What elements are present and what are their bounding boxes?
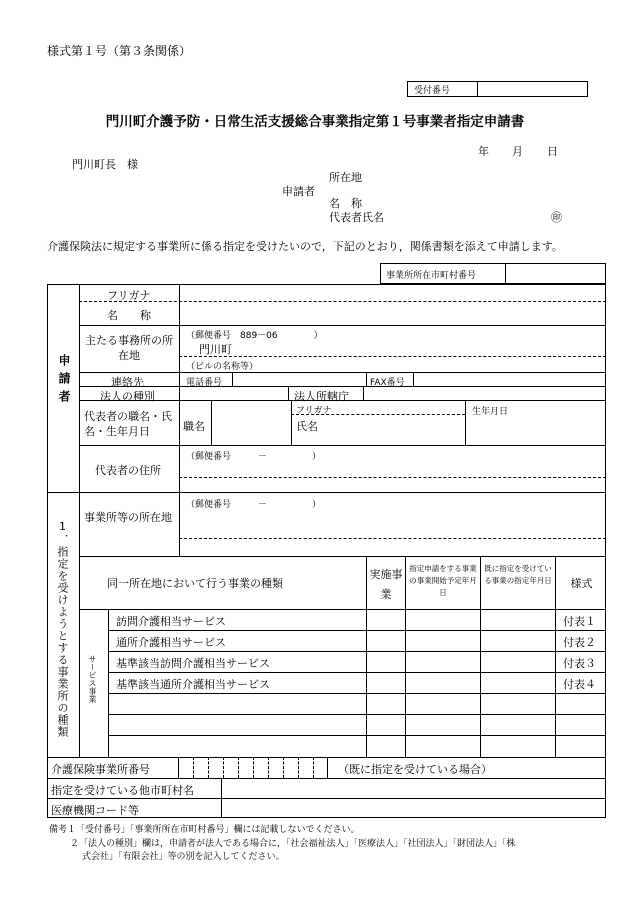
form-number: 様式第１号（第３条関係） [47,44,192,58]
service-form-3: 付表３ [563,657,596,670]
intro-text: 介護保険法に規定する事業所に係る指定を受けたいので，下記のとおり，関係書類を添えて申請します。 [47,240,563,253]
other-municipality-label: 指定を受けている他市町村名 [51,784,194,797]
note-2: ２「法人の種別」欄は，申請者が法人である場合に，「社会福祉法人」「医療法人」「社団法人」「財団法人」「株 [70,839,516,849]
same-location-label: 同一所在地において行う事業の種類 [107,577,283,590]
date-day: 日 [547,145,558,158]
office-location-label: 事業所等の所在地 [84,511,172,524]
service-form-2: 付表２ [563,636,596,649]
service-row-1: 訪問介護相当サービス [116,615,226,628]
service-row-2: 通所介護相当サービス [116,636,226,649]
insurance-number-label: 介護保険事業所番号 [51,763,150,776]
representative-label: 代表者の職名・氏名・生年月日 [84,410,172,438]
service-form-4: 付表４ [563,678,596,691]
office-location-postal: （郵便番号 － ） [186,500,322,510]
contact-label: 連絡先 [111,376,144,389]
main-table [47,284,606,818]
applicant-address-label: 所在地 [329,171,362,184]
furigana-label: フリガナ [107,289,151,302]
col-implement: 実施事業 [369,568,403,601]
date-month: 月 [512,145,523,158]
document-title: 門川町介護予防・日常生活支援総合事業指定第１号事業者指定申請書 [105,114,525,130]
main-office-building: （ビルの名称等） [186,362,259,372]
applicant-representative-label: 代表者氏名 [329,211,384,224]
main-office-postal: （郵便番号 889－06 ） [186,331,323,341]
medical-code-label: 医療機関コード等 [51,804,139,817]
service-row-4: 基準該当通所介護相当サービス [116,678,270,691]
applicant-label: 申請者 [282,185,315,198]
tel-label: 電話番号 [186,378,223,388]
already-designated-note: （既に指定を受けている場合） [338,763,492,776]
col-form: 様式 [570,577,593,590]
rep-name-label: 氏名 [296,420,318,433]
rep-furigana-label: フリガナ [296,406,332,416]
seal-mark: ㊞ [551,211,562,224]
applicant-name-label: 名 称 [329,197,362,210]
fax-label: FAX番号 [370,378,405,388]
col-existing-date: 既に指定を受けている事業の指定年月日 [484,564,552,585]
office-municipality-number-label: 事業所所在市町村番号 [386,271,477,281]
corporation-type-label: 法人の種別 [100,390,155,403]
rep-address-label: 代表者の住所 [95,464,161,477]
main-office-label: 主たる事務所の所在地 [85,334,173,362]
service-business-label: サービス事業 [88,655,97,703]
section-applicant-label: 申請者 [57,354,71,408]
service-row-3: 基準該当訪問介護相当サービス [116,657,270,670]
note-1: 備考１「受付番号」「事業所所在市町村番号」欄には記載しないでください。 [49,825,360,835]
service-form-1: 付表１ [563,615,596,628]
rep-address-postal: （郵便番号 － ） [186,452,322,462]
addressee: 門川町長 様 [72,158,138,171]
main-office-town: 門川町 [199,343,232,356]
receipt-number-label: 受付番号 [414,86,451,96]
name-label: 名 称 [107,309,151,322]
jurisdiction-label: 法人所轄庁 [294,390,349,403]
title-label: 職名 [183,420,205,433]
date-year: 年 [478,145,489,158]
note-2-continued: 式会社」「有限会社」等の別を記入してください。 [82,852,285,862]
col-start-date: 指定申請をする事業の事業開始予定年月日 [409,564,477,597]
birthdate-label: 生年月日 [472,407,509,417]
section-office-type-label: 1．指定を受けようとする事業所の種類 [56,520,69,738]
